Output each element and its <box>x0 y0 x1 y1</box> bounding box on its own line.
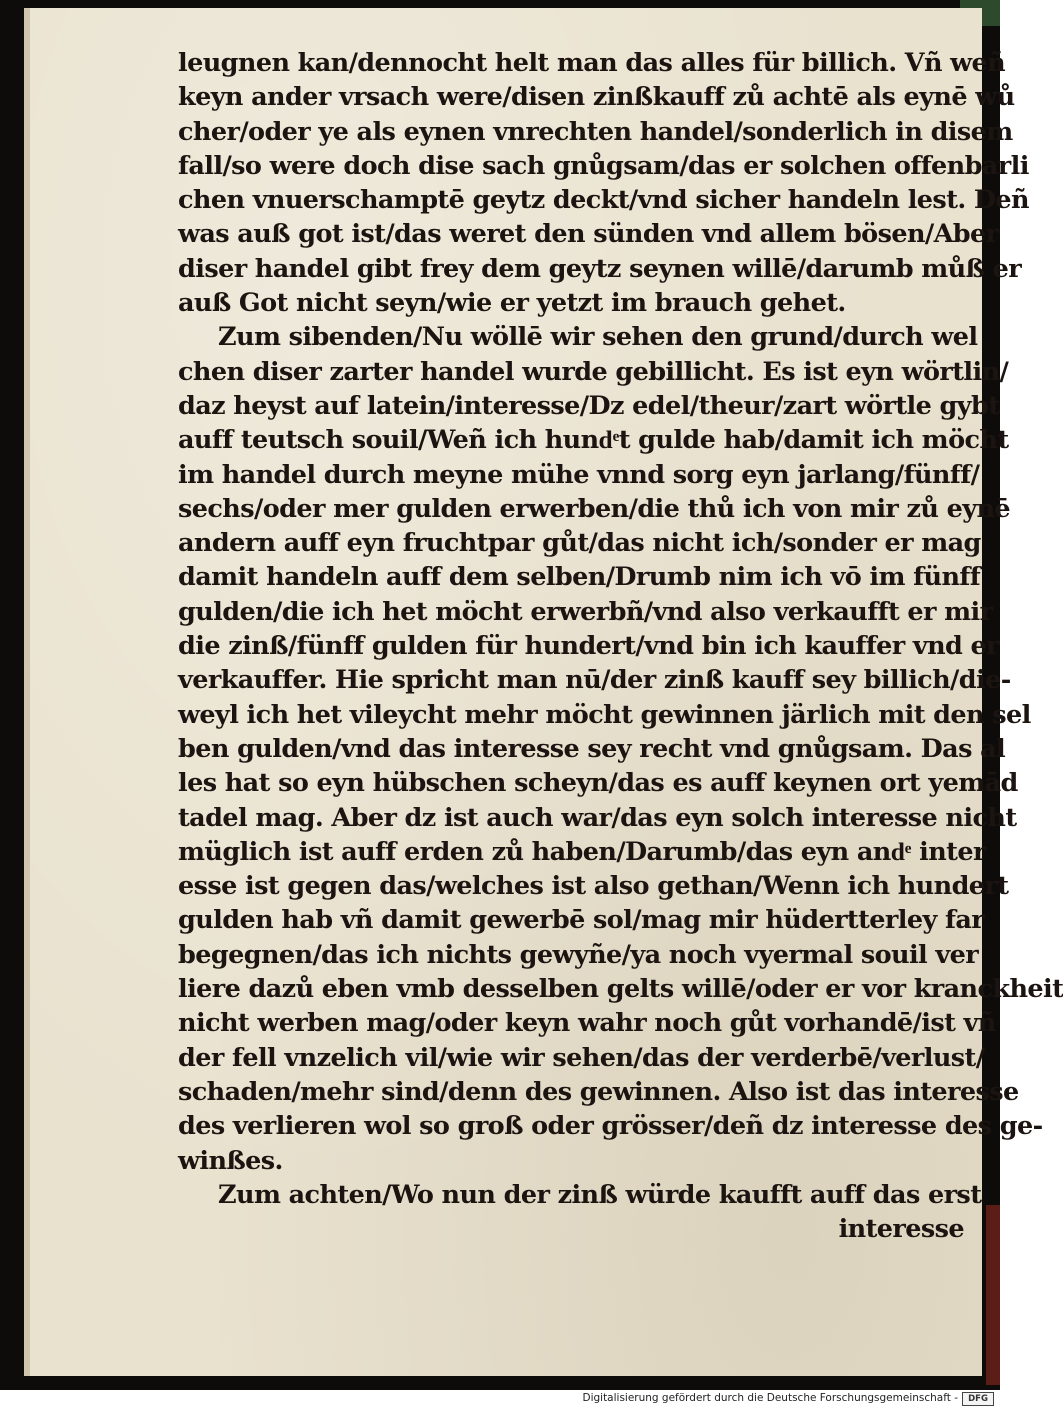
text-line: begegnen/das ich nichts gewyñe/ya noch vyermal souil ver <box>178 939 979 970</box>
page-text <box>178 46 1063 1246</box>
text-line: damit handeln auff dem selben/Drumb nim ich vō im fünff <box>178 562 981 593</box>
funding-notice: Digitalisierung gefördert durch die Deutsche Forschungsgemeinschaft - <box>582 1392 958 1404</box>
text-line: winßes. <box>178 1145 283 1176</box>
text-line: tadel mag. Aber dz ist auch war/das eyn solch interesse nicht <box>178 802 1017 833</box>
text-line: chen vnuerschamptē geytz deckt/vnd sicher handeln lest. Deñ <box>178 185 1029 216</box>
text-line: diser handel gibt frey dem geytz seynen willē/darumb můß er <box>178 253 1022 284</box>
text-line: chen diser zarter handel wurde gebillicht. Es ist eyn wörtlin/ <box>178 356 1009 387</box>
text-line: müglich ist auff erden zů haben/Darumb/das eyn andͤ inter <box>178 836 986 867</box>
text-line: fall/so were doch dise sach gnůgsam/das er solchen offenbarli <box>178 150 1029 181</box>
text-line: verkauffer. Hie spricht man nū/der zinß kauff sey billich/die- <box>178 665 1011 696</box>
text-line: der fell vnzelich vil/wie wir sehen/das der verderbē/verlust/ <box>178 1042 985 1073</box>
text-line: les hat so eyn hübschen scheyn/das es auff keynen ort yemād <box>178 768 1018 799</box>
text-line: schaden/mehr sind/denn des gewinnen. Also ist das interesse <box>178 1076 1019 1107</box>
text-line: liere dazů eben vmb desselben gelts willē/oder er vor kranckheit <box>178 974 1063 1005</box>
text-line: des verlieren wol so groß oder grösser/deñ dz interesse des ge- <box>178 1111 1043 1142</box>
catchword: interesse <box>838 1214 964 1245</box>
text-line: auff teutsch souil/Weñ ich hundͤt gulde hab/damit ich möcht <box>178 425 1009 456</box>
text-line: die zinß/fünff gulden für hundert/vnd bin ich kauffer vnd er <box>178 631 999 662</box>
paragraph-start-line: Zum sibenden/Nu wöllē wir sehen den grund/durch wel <box>218 322 978 353</box>
book-edge-strip <box>986 1205 1000 1385</box>
footer-bar <box>0 1390 1000 1409</box>
text-line: leugnen kan/dennocht helt man das alles für billich. Vñ weñ <box>178 48 1006 78</box>
text-line: was auß got ist/das weret den sünden vnd allem bösen/Aber <box>178 219 999 250</box>
text-line: daz heyst auf latein/interesse/Dz edel/theur/zart wörtle gybt <box>178 390 1000 421</box>
text-line: keyn ander vrsach were/disen zinßkauff zů achtē als eynē wů <box>178 82 1015 113</box>
text-line: ben gulden/vnd das interesse sey recht vnd gnůgsam. Das al <box>178 733 1006 764</box>
text-line: esse ist gegen das/welches ist also gethan/Wenn ich hundert <box>178 871 1009 902</box>
text-line: gulden hab vñ damit gewerbē sol/mag mir hüdertterley far <box>178 905 985 936</box>
text-line: nicht werben mag/oder keyn wahr noch gůt vorhandē/ist vñ <box>178 1008 996 1039</box>
page-edge <box>24 8 30 1376</box>
text-line: auß Got nicht seyn/wie er yetzt im brauch gehet. <box>178 288 846 319</box>
dfg-logo: DFG <box>962 1392 994 1406</box>
text-line: im handel durch meyne mühe vnnd sorg eyn jarlang/fünff/ <box>178 459 980 490</box>
paragraph-start-line: Zum achten/Wo nun der zinß würde kaufft auff das erst <box>218 1179 982 1210</box>
text-line: weyl ich het vileycht mehr möcht gewinnen järlich mit den sel <box>178 699 1031 730</box>
text-line: gulden/die ich het möcht erwerbñ/vnd also verkaufft er mir <box>178 596 993 627</box>
text-line: andern auff eyn fruchtpar gůt/das nicht ich/sonder er mag <box>178 528 981 559</box>
text-line: sechs/oder mer gulden erwerben/die thů ich von mir zů eynē <box>178 493 1011 524</box>
text-line: cher/oder ye als eynen vnrechten handel/sonderlich in disem <box>178 116 1013 147</box>
